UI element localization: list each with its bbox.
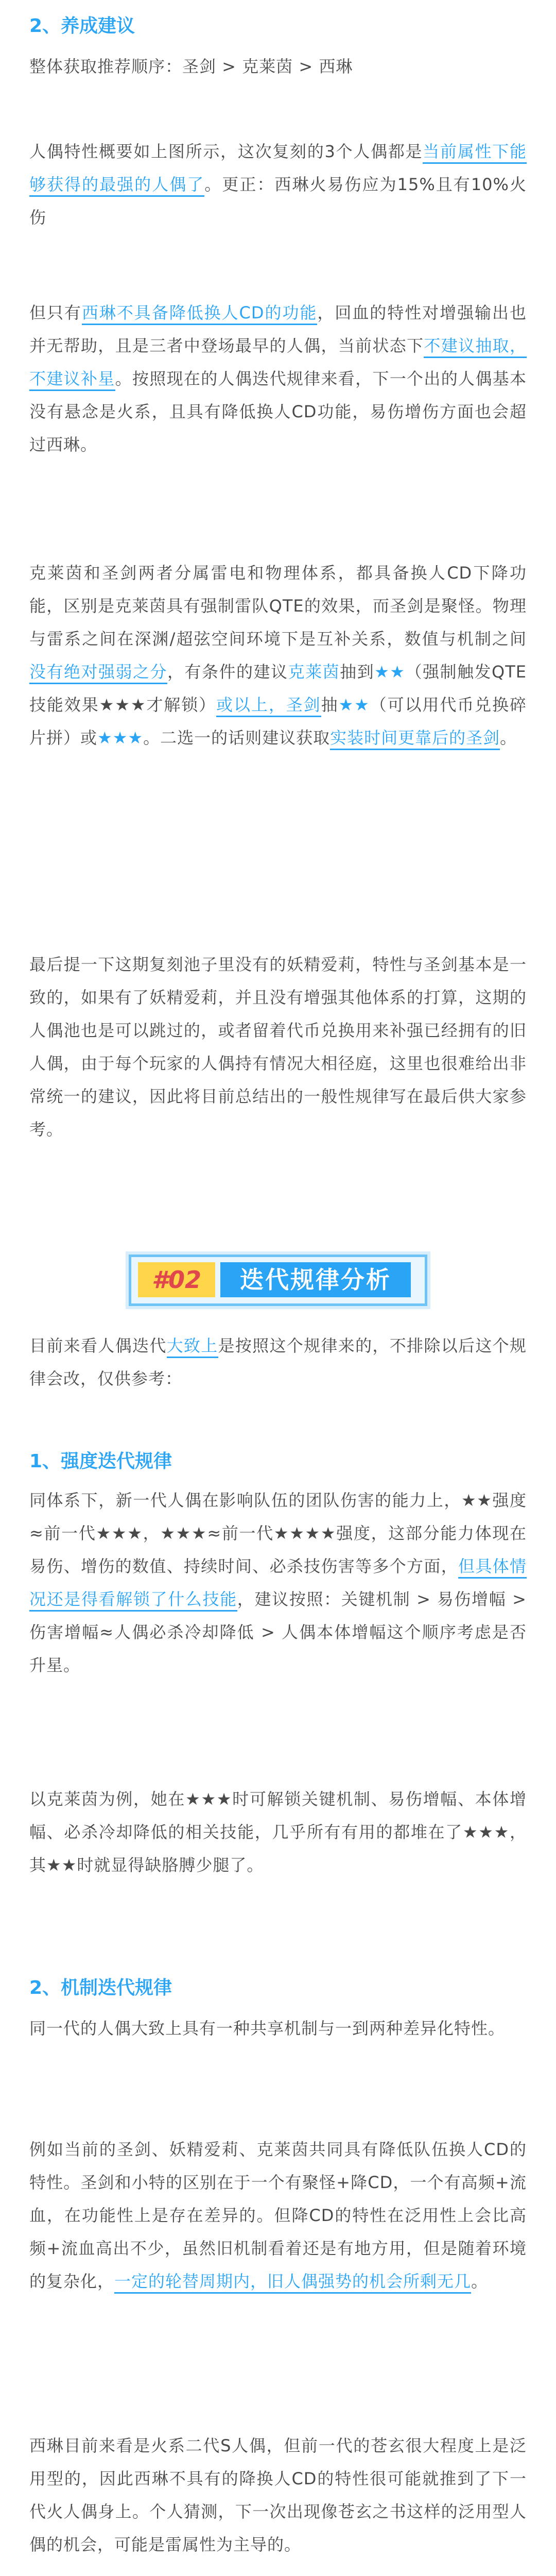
text-run: 例如当前的圣剑、妖精爱莉、克莱茵共同具有降低队伍换人CD的特性。圣剑和小特的区别在于一个有聚怪+降CD，一个有高频+流血，在功能性上是存在差异的。但降CD的特性在泛用性上会比高频+流血高出不少，虽然旧机制看着还是有地方用，但是随着环境的复杂化， (29, 2140, 527, 2291)
text-run: 但只有 (29, 303, 82, 323)
text-run: ，建议按照：关键机制 > 易伤增幅 > 伤害增幅≈人偶必杀冷却降低 > 人偶本体增幅这个顺序考虑是否升星。 (29, 1589, 527, 1675)
paragraph-overview (29, 135, 527, 234)
text-run: 。 (471, 2272, 489, 2291)
highlight-not-recommended: 不建议抽取，不建议补星 (29, 336, 527, 391)
highlight-or-above: 或以上，圣剑 (216, 695, 321, 717)
subheading-mechanism: 2、机制迭代规律 (29, 1977, 172, 1998)
star-rating: ★★★ (97, 728, 144, 748)
section-number-badge: #02 (138, 1262, 215, 1297)
paragraph-strength-rule (29, 1484, 527, 1682)
highlight-klein: 克莱茵 (288, 662, 340, 682)
section-title-02 (129, 1255, 427, 1306)
text-run: 抽 (321, 695, 339, 715)
paragraph-klein-sword (29, 556, 527, 754)
highlight-later-release: 实装时间更靠后的圣剑 (330, 728, 500, 750)
highlight-depends-skill: 但具体情况还是得看解锁了什么技能 (29, 1556, 527, 1612)
paragraph-xilin-fire: 西琳目前来看是火系二代S人偶，但前一代的苍玄很大程度上是泛用型的，因此西琳不具有的降换人CD的特性很可能就推到了下一代火人偶身上。个人猜测，下一次出现像苍玄之书这样的泛用型人偶的机会，可能是雷属性为主导的。 (29, 2436, 527, 2554)
highlight-strongest: 当前属性下能够获得的最强的人偶了 (29, 142, 527, 197)
text-run: 。按照现在的人偶迭代规律来看，下一个出的人偶基本没有悬念是火系，且具有降低换人CD功能，易伤增伤方面也会超过西琳。 (29, 369, 527, 454)
text-run: 同体系下，新一代人偶在影响队伍的团队伤害的能力上，★★强度≈前一代★★★，★★★≈前一代★★★★强度，这部分能力体现在易伤、增伤的数值、持续时间、必杀技伤害等多个方面， (29, 1490, 527, 1576)
section-title-label: 迭代规律分析 (220, 1262, 411, 1297)
text-run: ，有条件的建议 (167, 662, 288, 682)
star-rating: ★★ (374, 662, 406, 682)
paragraph-xilin (29, 296, 527, 461)
star-rating: ★★ (338, 695, 370, 715)
highlight-roughly: 大致上 (167, 1336, 218, 1358)
text-run: 目前来看人偶迭代 (29, 1336, 167, 1355)
text-run: 。二选一的话则建议获取 (143, 728, 331, 748)
paragraph-klein-example: 以克莱茵为例，她在★★★时可解锁关键机制、易伤增幅、本体增幅、必杀冷却降低的相关技能，几乎所有有用的都堆在了★★★，其★★时就显得缺胳膊少腿了。 (29, 1789, 527, 1875)
text-run: （强制触发QTE技能效果★★★才解锁） (29, 662, 527, 715)
section-heading-cultivation: 2、养成建议 (29, 15, 135, 37)
text-run: ，回血的特性对增强输出也并无帮助，且是三者中登场最早的人偶，当前状态下 (29, 303, 527, 355)
subheading-strength: 1、强度迭代规律 (29, 1451, 172, 1472)
text-run: 克莱茵和圣剑两者分属雷电和物理体系，都具备换人CD下降功能，区别是克莱茵具有强制雷队QTE的效果，而圣剑是聚怪。物理与雷系之间在深渊/超弦空间环境下是互补关系，数值与机制之间 (29, 563, 527, 649)
paragraph-cd-example (29, 2133, 527, 2298)
text-run: 人偶特性概要如上图所示，这次复刻的3个人偶都是 (29, 142, 423, 161)
paragraph-fairy-ellie: 最后提一下这期复刻池子里没有的妖精爱莉，特性与圣剑基本是一致的，如果有了妖精爱莉，并且没有增强其他体系的打算，这期的人偶池也是可以跳过的，或者留着代币兑换用来补强已经拥有的旧人偶，由于每个玩家的人偶持有情况大相径庭，这里也很难给出非常统一的建议，因此将目前总结出的一般性规律写在最后供大家参考。 (29, 955, 527, 1139)
highlight-xilin-no-cd: 西琳不具备降低换人CD的功能 (82, 303, 318, 325)
text-run: 是按照这个规律来的，不排除以后这个规律会改，仅供参考： (29, 1336, 527, 1388)
highlight-rotation: 一定的轮替周期内，旧人偶强势的机会所剩无几 (114, 2272, 471, 2294)
paragraph-shared-mechanism: 同一代的人偶大致上具有一种共享机制与一到两种差异化特性。 (29, 2019, 506, 2038)
text-run: 。更正：西琳火易伤应为15%且有10%火伤 (29, 175, 527, 227)
text-run: 抽到 (340, 662, 375, 682)
highlight-no-absolute: 没有绝对强弱之分 (29, 662, 167, 684)
paragraph-intro-iteration (29, 1329, 527, 1395)
text-run: 。 (500, 728, 517, 748)
text-run: （可以用代币兑换碎片拼）或 (29, 695, 527, 748)
priority-line: 整体获取推荐顺序：圣剑 > 克莱茵 > 西琳 (29, 57, 353, 76)
